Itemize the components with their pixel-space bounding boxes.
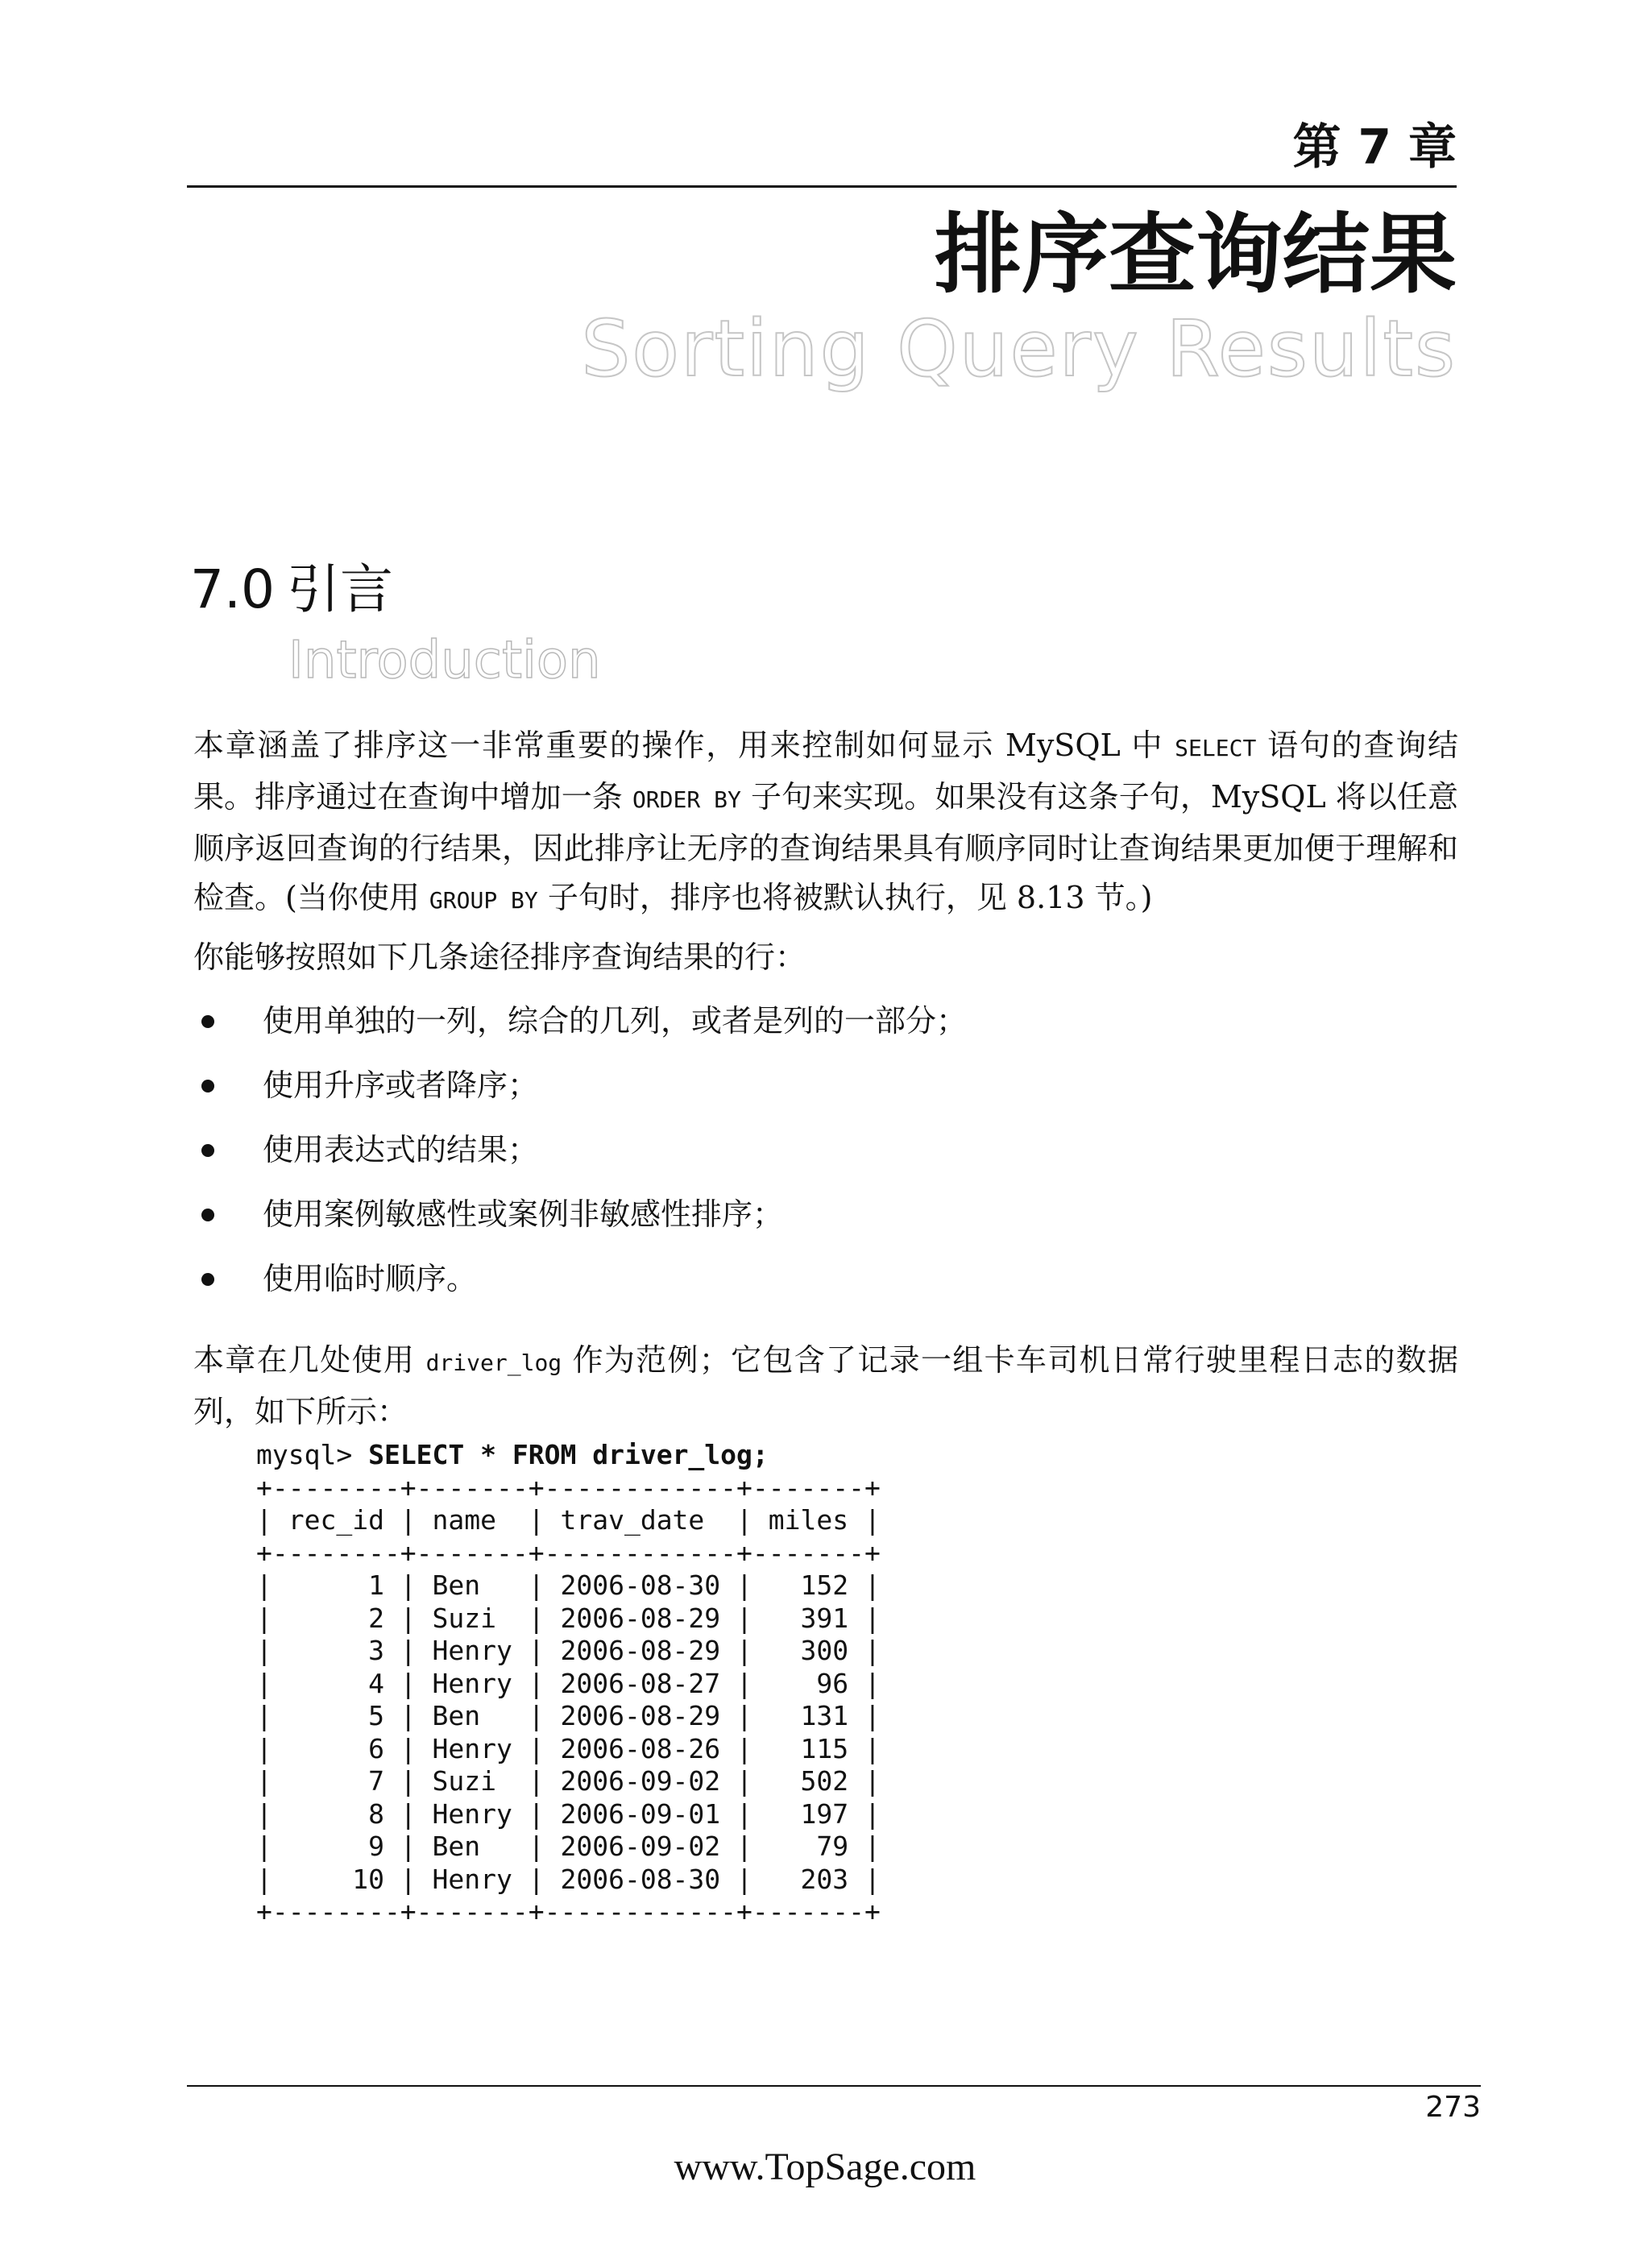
inline-code: driver_log xyxy=(425,1350,562,1376)
code-row: | 10 | Henry | 2006-08-30 | 203 | xyxy=(256,1863,881,1895)
section-subtitle: Introduction xyxy=(288,631,601,690)
list-item-text: 使用单独的一列，综合的几列，或者是列的一部分； xyxy=(263,1003,968,1039)
list-item-text: 使用表达式的结果； xyxy=(263,1132,539,1167)
code-row: | 1 | Ben | 2006-08-30 | 152 | xyxy=(256,1569,881,1601)
sort-methods-list xyxy=(193,997,967,1319)
text: 子句来实现。如果没有这条子句，MySQL 将以任意顺序返回查询的行结果，因此排序让无序的查询结果具有顺序同时让查询结果更加便于理解和检查。(当你使用 xyxy=(193,779,1458,915)
bullet-icon xyxy=(201,1015,214,1028)
inline-code: GROUP BY xyxy=(429,887,538,914)
inline-code: ORDER BY xyxy=(632,786,741,813)
list-item-text: 使用升序或者降序； xyxy=(263,1068,539,1103)
bullet-icon xyxy=(201,1144,214,1157)
code-row: | 5 | Ben | 2006-08-29 | 131 | xyxy=(256,1700,881,1731)
section-title: 引言 xyxy=(287,558,393,620)
text: 语句的查询结果。排序通过在查询中增加一条 xyxy=(193,728,1458,815)
code-row: | 7 | Suzi | 2006-09-02 | 502 | xyxy=(256,1765,881,1797)
list-item xyxy=(193,997,967,1061)
chapter-label: 第 7 章 xyxy=(1292,119,1457,176)
list-intro-paragraph: 你能够按照如下几条途径排序查询结果的行： xyxy=(193,939,806,975)
bullet-icon xyxy=(201,1080,214,1093)
text: 子句时，排序也将被默认执行，见 8.13 节。) xyxy=(537,880,1153,915)
section-number: 7.0 xyxy=(190,558,275,620)
code-command: SELECT * FROM driver_log; xyxy=(368,1439,769,1470)
code-row: | 6 | Henry | 2006-08-26 | 115 | xyxy=(256,1732,881,1764)
intro-paragraph xyxy=(193,721,1458,925)
list-item xyxy=(193,1254,967,1319)
footer-rule xyxy=(187,2085,1481,2087)
chapter-subtitle: Sorting Query Results xyxy=(581,304,1457,394)
bullet-icon xyxy=(201,1209,214,1221)
text: 本章在几处使用 xyxy=(193,1342,426,1378)
text: 作为范例；它包含了记录一组卡车司机日常行驶里程日志的数据列，如下所示： xyxy=(193,1342,1458,1429)
list-item-text: 使用案例敏感性或案例非敏感性排序； xyxy=(263,1196,784,1232)
code-header-row: | rec_id | name | trav_date | miles | xyxy=(256,1504,881,1536)
code-row: | 8 | Henry | 2006-09-01 | 197 | xyxy=(256,1797,881,1830)
code-row: | 9 | Ben | 2006-09-02 | 79 | xyxy=(256,1831,881,1862)
code-prompt: mysql> xyxy=(256,1439,369,1470)
list-item xyxy=(193,1126,967,1190)
bullet-icon xyxy=(201,1273,214,1286)
list-item xyxy=(193,1190,967,1254)
code-row: | 4 | Henry | 2006-08-27 | 96 | xyxy=(256,1667,881,1699)
website-footer: www.TopSage.com xyxy=(674,2146,976,2188)
code-row: | 2 | Suzi | 2006-08-29 | 391 | xyxy=(256,1602,881,1634)
code-listing xyxy=(256,1439,881,1929)
example-paragraph xyxy=(193,1336,1458,1437)
inline-code: SELECT xyxy=(1175,735,1257,761)
code-border: +--------+-------+------------+-------+ xyxy=(256,1471,881,1503)
header-rule xyxy=(187,185,1457,188)
page-number: 273 xyxy=(1425,2091,1481,2124)
code-border: +--------+-------+------------+-------+ xyxy=(256,1896,881,1927)
code-row: | 3 | Henry | 2006-08-29 | 300 | xyxy=(256,1635,881,1666)
code-border: +--------+-------+------------+-------+ xyxy=(256,1536,881,1569)
list-item-text: 使用临时顺序。 xyxy=(263,1261,478,1296)
list-item xyxy=(193,1061,967,1126)
chapter-title: 排序查询结果 xyxy=(934,205,1457,305)
text: 本章涵盖了排序这一非常重要的操作，用来控制如何显示 MySQL 中 xyxy=(193,728,1175,763)
